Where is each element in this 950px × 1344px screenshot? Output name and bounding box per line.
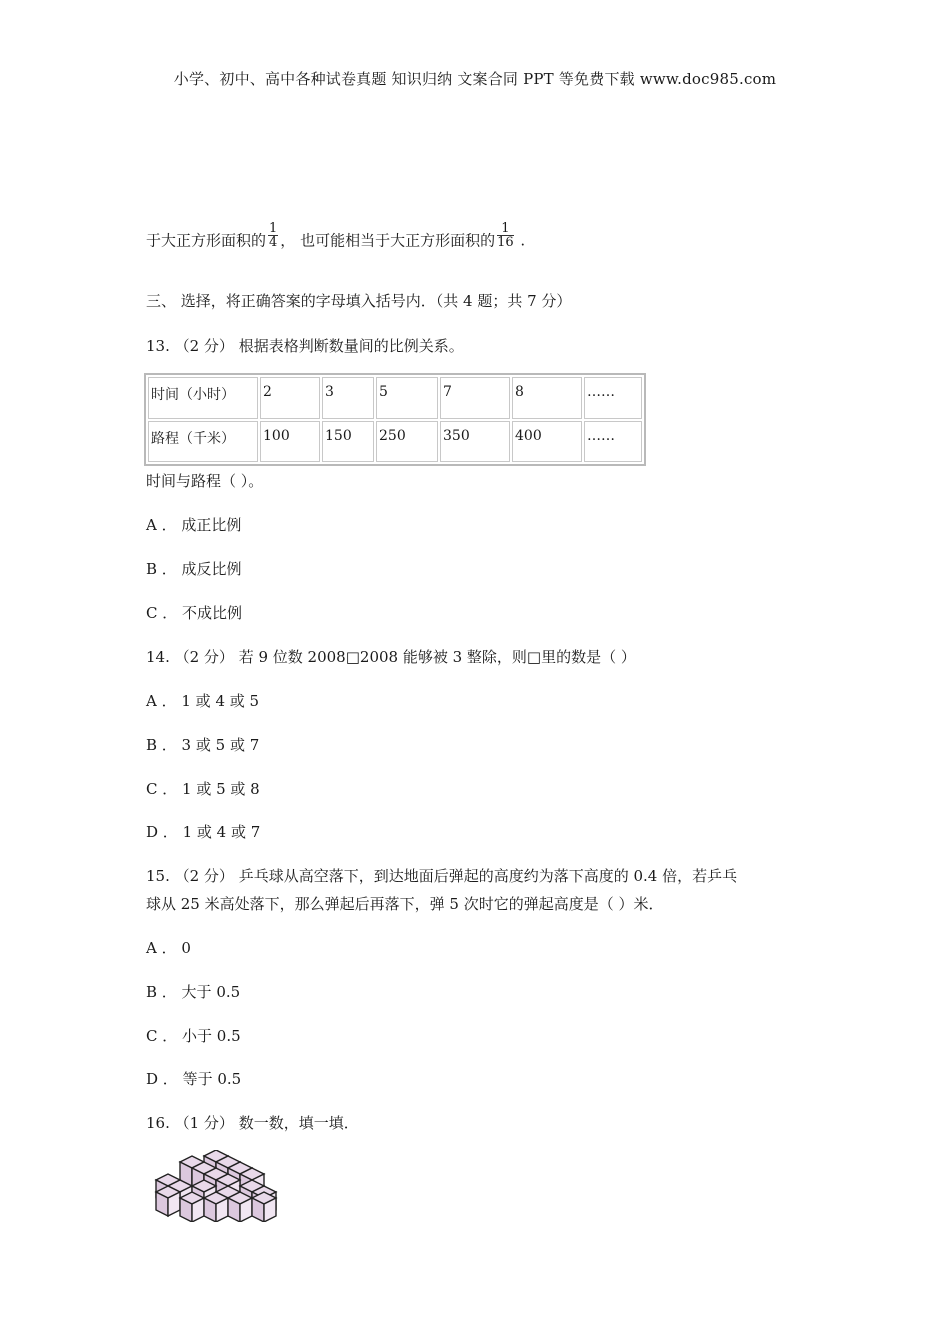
question-13-after: 时间与路程（ ）。: [146, 472, 264, 490]
table-row: [148, 421, 642, 463]
question-14-option-d[interactable]: D ． 1 或 4 或 7: [146, 823, 261, 841]
question-13-stem: 13. （2 分） 根据表格判断数量间的比例关系。: [146, 337, 464, 355]
fraction-denominator: 4: [269, 235, 278, 250]
cube-group: [156, 1150, 276, 1222]
continuation-text-2: ， 也可能相当于大正方形面积的: [280, 231, 496, 250]
question-15-option-c[interactable]: C ． 小于 0.5: [146, 1027, 241, 1045]
stacked-cubes-figure: [146, 1150, 286, 1222]
question-14-stem: 14. （2 分） 若 9 位数 2008□2008 能够被 3 整除，则□里的数是（ ）: [146, 648, 636, 666]
time-distance-table: [144, 373, 646, 466]
fraction-numerator: 1: [497, 222, 514, 236]
table-cell: 路程（千米）: [148, 421, 258, 463]
section-title: 三、 选择，将正确答案的字母填入括号内．（共 4 题；共 7 分）: [146, 292, 572, 310]
continuation-line: [146, 221, 526, 255]
fraction-denominator: 16: [497, 235, 514, 250]
question-15-option-d[interactable]: D ． 等于 0.5: [146, 1070, 242, 1088]
question-13-option-b[interactable]: B ． 成反比例: [146, 560, 242, 578]
table-cell: 100: [260, 421, 320, 463]
fraction-one-quarter: [268, 222, 278, 249]
table-cell: 3: [322, 377, 374, 419]
continuation-text-1: 于大正方形面积的: [146, 231, 267, 250]
question-13-option-a[interactable]: A ． 成正比例: [146, 516, 242, 534]
question-15-option-b[interactable]: B ． 大于 0.5: [146, 983, 241, 1001]
continuation-text-3: .: [515, 231, 526, 250]
table-cell: 时间（小时）: [148, 377, 258, 419]
table-row: [148, 377, 642, 419]
fraction-numerator: 1: [269, 221, 278, 236]
question-13-option-c[interactable]: C ． 不成比例: [146, 604, 243, 622]
table-cell: 150: [322, 421, 374, 463]
table-cell: 8: [512, 377, 582, 419]
question-14-option-a[interactable]: A ． 1 或 4 或 5: [146, 692, 260, 710]
question-15-stem-line-2: 球从 25 米高处落下，那么弹起后再落下，弹 5 次时它的弹起高度是（ ）米．: [146, 895, 664, 913]
page-header: 小学、初中、高中各种试卷真题 知识归纳 文案合同 PPT 等免费下载 www.doc985.com: [173, 70, 777, 88]
table-cell: 350: [440, 421, 510, 463]
table-cell: ……: [584, 421, 642, 463]
table-cell: 250: [376, 421, 438, 463]
question-15-stem-line-1: 15. （2 分） 乒乓球从高空落下，到达地面后弹起的高度约为落下高度的 0.4 倍，若乒乓: [146, 867, 738, 885]
table-cell: 400: [512, 421, 582, 463]
table-cell: 5: [376, 377, 438, 419]
question-16-stem: 16. （1 分） 数一数，填一填．: [146, 1114, 359, 1132]
question-15-option-a[interactable]: A ． 0: [146, 939, 191, 957]
table-cell: ……: [584, 377, 642, 419]
table-cell: 2: [260, 377, 320, 419]
question-14-option-c[interactable]: C ． 1 或 5 或 8: [146, 780, 260, 798]
fraction-one-sixteenth: [497, 222, 514, 249]
question-14-option-b[interactable]: B ． 3 或 5 或 7: [146, 736, 260, 754]
table-cell: 7: [440, 377, 510, 419]
